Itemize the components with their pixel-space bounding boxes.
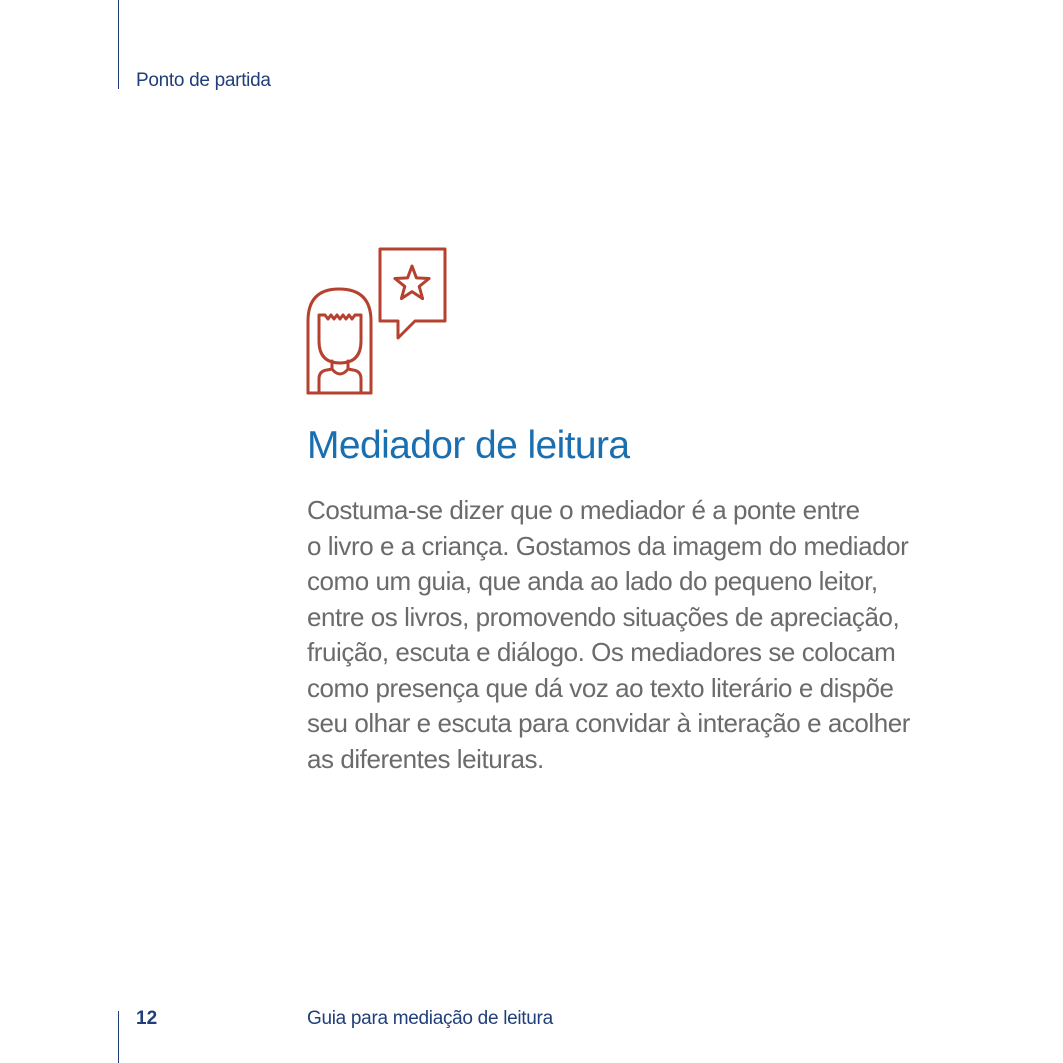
page-number: 12 <box>136 1008 158 1029</box>
paragraph-line: fruição, escuta e diálogo. Os mediadores se colocam <box>307 637 896 667</box>
paragraph-line: entre os livros, promovendo situações de apreciação, <box>307 601 900 632</box>
paragraph-line: Costuma-se dizer que o mediador é a ponte entre <box>307 495 860 525</box>
section-label: Ponto de partida <box>136 70 271 91</box>
top-margin-rule <box>118 0 119 89</box>
paragraph-line: como um guia, que anda ao lado do pequeno leitor, <box>307 566 878 596</box>
footer-publication-title: Guia para mediação de leitura <box>307 1008 553 1029</box>
paragraph-line: seu olhar e escuta para convidar à interação e acolher <box>307 708 910 738</box>
bottom-margin-rule <box>118 1011 119 1063</box>
paragraph-line: como presença que dá voz ao texto literário e dispõe <box>307 672 894 703</box>
paragraph-line: as diferentes leituras. <box>307 743 544 774</box>
reader-with-star-speech-bubble-icon <box>305 246 450 398</box>
body-paragraph <box>307 493 937 777</box>
paragraph-line: o livro e a criança. Gostamos da imagem do mediador <box>307 530 909 561</box>
section-title: Mediador de leitura <box>307 424 630 467</box>
